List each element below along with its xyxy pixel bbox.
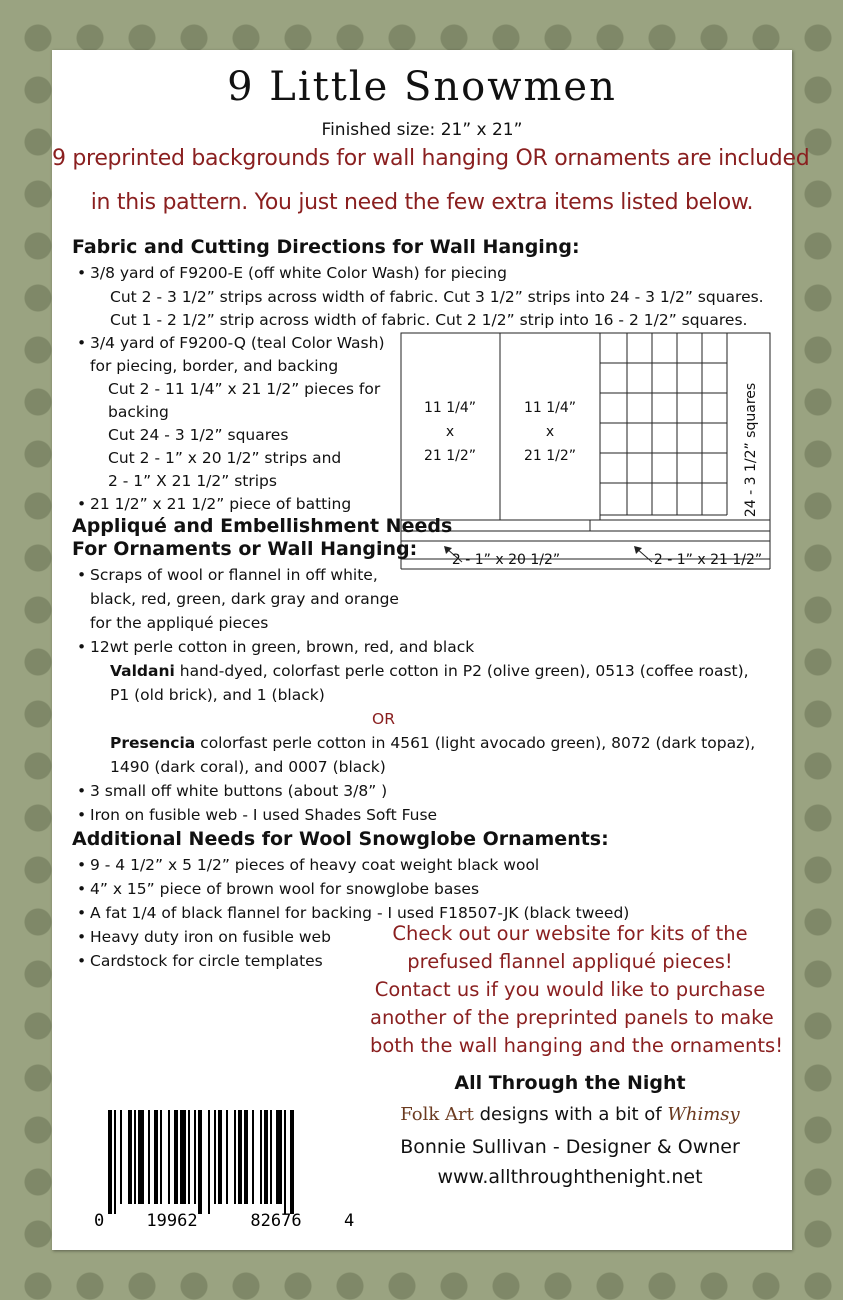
barcode-bar bbox=[252, 1110, 254, 1204]
barcode-bar bbox=[226, 1110, 228, 1204]
intro-line-1: 9 preprinted backgrounds for wall hanging OR ornaments are included bbox=[52, 146, 810, 171]
page-title: 9 Little Snowmen bbox=[227, 64, 617, 110]
valdani-line-2: P1 (old brick), and 1 (black) bbox=[110, 686, 325, 704]
list-item: • Scraps of wool or flannel in off white, bbox=[90, 566, 378, 584]
list-item: • 4” x 15” piece of brown wool for snowglobe bases bbox=[90, 880, 479, 898]
barcode-bar bbox=[218, 1110, 222, 1204]
barcode-bar bbox=[114, 1110, 116, 1214]
list-item-cont: for the appliqué pieces bbox=[90, 614, 269, 632]
list-subitem: Cut 1 - 2 1/2” strip across width of fabric. Cut 2 1/2” strip into 16 - 2 1/2” squares. bbox=[110, 311, 748, 329]
barcode-bar bbox=[284, 1110, 286, 1214]
company-name: All Through the Night bbox=[454, 1072, 686, 1094]
barcode-bar bbox=[168, 1110, 170, 1204]
barcode-bar bbox=[194, 1110, 196, 1204]
list-item: • A fat 1/4 of black flannel for backing - I used F18507-JK (black tweed) bbox=[90, 904, 629, 922]
presencia-brand: Presencia bbox=[110, 734, 196, 752]
list-item-cont: for piecing, border, and backing bbox=[90, 357, 339, 375]
presencia-line bbox=[110, 734, 755, 752]
barcode-bar bbox=[264, 1110, 268, 1204]
barcode-bar bbox=[234, 1110, 236, 1204]
presencia-text: colorfast perle cotton in 4561 (light avocado green), 8072 (dark topaz), bbox=[195, 734, 756, 752]
website-note-line: both the wall hanging and the ornaments! bbox=[370, 1034, 784, 1057]
list-item-cont: black, red, green, dark gray and orange bbox=[90, 590, 399, 608]
website-note-line: Contact us if you would like to purchase bbox=[374, 978, 766, 1001]
barcode-bar bbox=[138, 1110, 144, 1204]
list-subitem: backing bbox=[108, 403, 169, 421]
valdani-text: hand-dyed, colorfast perle cotton in P2 (olive green), 0513 (coffee roast), bbox=[174, 662, 749, 680]
squares-grid bbox=[600, 333, 727, 515]
barcode-digit-right: 4 bbox=[344, 1211, 354, 1230]
company-tagline bbox=[370, 1104, 770, 1125]
list-subitem: Cut 2 - 3 1/2” strips across width of fabric. Cut 3 1/2” strips into 24 - 3 1/2” squares. bbox=[110, 288, 764, 306]
barcode-bar bbox=[174, 1110, 178, 1204]
barcode-bar bbox=[244, 1110, 248, 1204]
barcode-bar bbox=[198, 1110, 202, 1214]
section-heading-snowglobe: Additional Needs for Wool Snowglobe Ornaments: bbox=[72, 828, 609, 850]
list-item: • 3/8 yard of F9200-E (off white Color Wash) for piecing bbox=[90, 264, 507, 282]
tagline-middle: designs with a bit of bbox=[473, 1104, 668, 1125]
section-heading-fabric: Fabric and Cutting Directions for Wall Hanging: bbox=[72, 236, 580, 258]
panel-2-label: x bbox=[545, 424, 555, 440]
website-note-line: another of the preprinted panels to make bbox=[370, 1006, 774, 1029]
designer-line: Bonnie Sullivan - Designer & Owner bbox=[400, 1136, 740, 1158]
panel-1-label: 11 1/4” bbox=[423, 400, 477, 416]
strip-2-label: 2 - 1” x 21 1/2” bbox=[653, 552, 763, 568]
barcode-bar bbox=[260, 1110, 262, 1204]
section-heading-applique-2: For Ornaments or Wall Hanging: bbox=[72, 538, 418, 560]
barcode-bars bbox=[108, 1110, 294, 1214]
barcode-bar bbox=[238, 1110, 242, 1204]
barcode-bar bbox=[276, 1110, 282, 1204]
barcode-digit-left: 0 bbox=[94, 1211, 105, 1230]
list-item: • Cardstock for circle templates bbox=[90, 952, 323, 970]
tagline-folk-art: Folk Art bbox=[400, 1104, 474, 1125]
finished-size: Finished size: 21” x 21” bbox=[321, 120, 523, 140]
intro-line-2: in this pattern. You just need the few extra items listed below. bbox=[90, 190, 754, 215]
strip-1-label: 2 - 1” x 20 1/2” bbox=[451, 552, 561, 568]
list-item: • 21 1/2” x 21 1/2” piece of batting bbox=[90, 495, 351, 513]
barcode-bar bbox=[214, 1110, 216, 1204]
squares-label: 24 - 3 1/2” squares bbox=[743, 382, 759, 518]
website-note-line: prefused flannel appliqué pieces! bbox=[407, 950, 733, 973]
list-subitem: Cut 2 - 11 1/4” x 21 1/2” pieces for bbox=[108, 380, 381, 398]
barcode-group-1: 19962 bbox=[146, 1211, 198, 1230]
tagline-whimsy: Whimsy bbox=[667, 1104, 740, 1125]
list-item: • 9 - 4 1/2” x 5 1/2” pieces of heavy coat weight black wool bbox=[90, 856, 539, 874]
barcode-bar bbox=[154, 1110, 158, 1204]
barcode-bar bbox=[290, 1110, 294, 1214]
list-subitem: 2 - 1” X 21 1/2” strips bbox=[108, 472, 277, 490]
barcode-bar bbox=[208, 1110, 210, 1214]
barcode-bar bbox=[180, 1110, 186, 1204]
panel-2-label: 21 1/2” bbox=[523, 448, 577, 464]
list-item: • 12wt perle cotton in green, brown, red, and black bbox=[90, 638, 474, 656]
panel-1-label: 21 1/2” bbox=[423, 448, 477, 464]
barcode bbox=[92, 1110, 354, 1230]
barcode-bar bbox=[120, 1110, 122, 1204]
presencia-line-2: 1490 (dark coral), and 0007 (black) bbox=[110, 758, 386, 776]
backing-outline bbox=[401, 333, 770, 520]
barcode-bar bbox=[188, 1110, 190, 1204]
barcode-group-2: 82676 bbox=[250, 1211, 302, 1230]
barcode-bar bbox=[148, 1110, 150, 1204]
list-subitem: Cut 2 - 1” x 20 1/2” strips and bbox=[108, 449, 342, 467]
pattern-card bbox=[52, 50, 810, 1250]
barcode-bar bbox=[108, 1110, 112, 1214]
valdani-line bbox=[110, 662, 749, 680]
list-item: • 3/4 yard of F9200-Q (teal Color Wash) bbox=[90, 334, 385, 352]
wall-hanging-diagram bbox=[400, 332, 772, 572]
list-item: • Iron on fusible web - I used Shades Soft Fuse bbox=[90, 806, 437, 824]
barcode-bar bbox=[128, 1110, 132, 1204]
panel-1-label: x bbox=[445, 424, 455, 440]
barcode-bar bbox=[134, 1110, 136, 1204]
or-separator: OR bbox=[372, 710, 395, 728]
website-note-line: Check out our website for kits of the bbox=[392, 922, 748, 945]
barcode-bar bbox=[270, 1110, 272, 1204]
website-link[interactable]: www.allthroughthenight.net bbox=[437, 1166, 703, 1188]
list-item: • Heavy duty iron on fusible web bbox=[90, 928, 331, 946]
list-item: • 3 small off white buttons (about 3/8” ) bbox=[90, 782, 387, 800]
panel-2-label: 11 1/4” bbox=[523, 400, 577, 416]
barcode-bar bbox=[160, 1110, 162, 1204]
valdani-brand: Valdani bbox=[110, 662, 175, 680]
section-heading-applique: Appliqué and Embellishment Needs bbox=[72, 515, 453, 537]
list-subitem: Cut 24 - 3 1/2” squares bbox=[108, 426, 289, 444]
